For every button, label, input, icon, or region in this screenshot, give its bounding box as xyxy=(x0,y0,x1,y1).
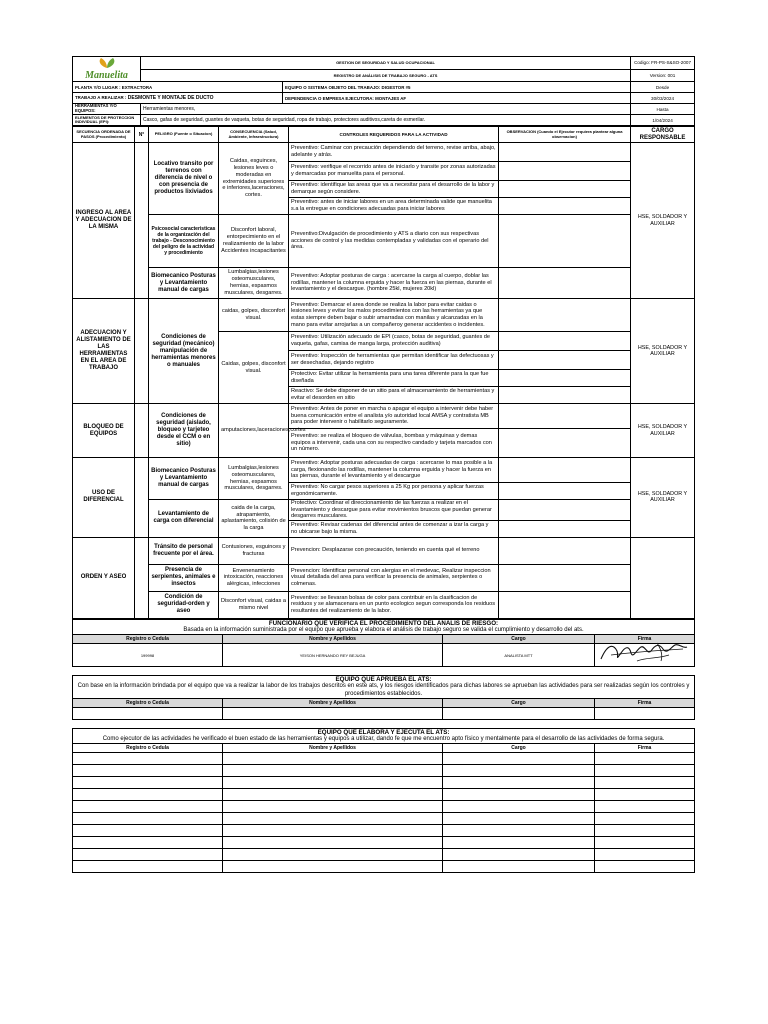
leaf-logo-icon xyxy=(96,57,118,69)
signature xyxy=(595,644,695,667)
verifica-cargo: ANALISTA MTT xyxy=(443,644,595,667)
elabora-col-registro: Registro o Cedula xyxy=(73,744,223,753)
responsible xyxy=(631,537,695,618)
hazard: Locativo transito por terrenos con diferencia de nivel o con presencia de productos lixiviados xyxy=(149,143,219,215)
control: Preventivo: se llevaran bolsas de color para contribuir en la clasificacion de residuos y se alamacenara en un punto ecologico segun corresponda los residuos resultantes del realizamiento de la labor. xyxy=(289,591,499,618)
col-peligro: PELIGRO (Fuente o Situacion) xyxy=(149,127,219,143)
hazard: Condición de seguridad-orden y aseo xyxy=(149,591,219,618)
trabajo-field: TRABAJO A REALIZAR : DESMONTE Y MONTAJE DE DUCTO xyxy=(73,93,283,104)
elabora-col-nombre: Nombre y Apellidos xyxy=(223,744,443,753)
herramientas-value: Herramientas menores, xyxy=(141,104,631,115)
desde-label: Desde xyxy=(631,82,695,93)
control: Preventivo: Adoptar posturas de carga : acercarse la carga al cuerpo, doblar las rodillas, mantener la columna erguida y hacer la fuerza en las piernas, durante el levantamiento y el descargue. (hombre 25kl, mujeres 20kl) xyxy=(289,268,499,299)
hazard: Levantamiento de carga con diferencial xyxy=(149,500,219,538)
table-row xyxy=(73,299,695,332)
control: Prevencion: Desplazarse con precaución, teniendo en cuenta qué el terreno xyxy=(289,537,499,564)
epi-label: ELEMENTOS DE PROTECCION INDIVIDUAL (EPI): xyxy=(73,115,141,126)
elabora-col-firma: Firma xyxy=(595,744,695,753)
aprueba-col-firma: Firma xyxy=(595,699,695,708)
verifica-col-firma: Firma xyxy=(595,635,695,644)
hazard: Biomecanico Posturas y Levantamiento manual de cargas xyxy=(149,458,219,500)
fecha-desde: 30/03/2024 xyxy=(631,93,695,104)
elabora-title: EQUIPO QUE ELABORA Y EJECUTA EL ATS: xyxy=(73,729,695,737)
column-headers xyxy=(73,127,695,143)
hazard: Biomecanico Posturas y Levantamiento manual de cargas xyxy=(149,268,219,299)
responsible: HSE, SOLDADOR Y AUXILIAR xyxy=(631,143,695,299)
table-row xyxy=(73,404,695,429)
col-cargo: CARGO RESPONSABLE xyxy=(631,127,695,143)
table-row xyxy=(73,564,695,591)
consequence: Disconfort visual, caidas a mismo nivel xyxy=(219,591,289,618)
aprueba-text: Con base en la información brindada por el equipo que va a realizar la labor de los trabajos descritos en este ats, y los riesgos identificados para dichas labores se aprueban las actividades para ser realizadas según los controles y procedimientos establecidos. xyxy=(73,683,695,698)
control: Preventivo: Demarcar el area donde se realiza la labor para evitar caidas o lesiones leves y evitar los malos procedimientos con las herramientas ya que estas siempre deben bajar o subir amarradas con manilas y alcanzadas en la mano para evitar arrojarlas a un compañeroy generar accidentes o incidentes. xyxy=(289,299,499,332)
activity-name: ADECUACION Y ALISTAMIENTO DE LAS HERRAMIENTAS EN EL AREA DE TRABAJO xyxy=(73,299,135,404)
responsible: HSE, SOLDADOR Y AUXILIAR xyxy=(631,299,695,404)
verifica-title: FUNCIONARIO QUE VERIFICA EL PROCEDIMIENTO DEL ANALIS DE RIESGO: xyxy=(73,619,695,627)
verifica-table xyxy=(72,619,695,667)
col-consecuencia: CONSECUENCIA (Salud, Ambiente, Infraestructura) xyxy=(219,127,289,143)
control: Preventivo:Divulgación de procedimiento y ATS a diario con sus respectivas acciones de control y las medidas contempladas y validadas con el operario del área. xyxy=(289,215,499,268)
doc-title-2: REGISTRO DE ANÁLISIS DE TRABAJO SEGURO - ATS xyxy=(141,69,631,82)
col-secuencia: SECUENCIA ORDENADA DE PASOS (Procedimiento) xyxy=(73,127,135,143)
table-row xyxy=(73,500,695,521)
consequence: caidas, golpes, disconfort visual. xyxy=(219,299,289,332)
aprueba-col-cargo: Cargo xyxy=(443,699,595,708)
consequence: Caidas, golpes, disconfort visual. xyxy=(219,332,289,404)
control: Preventivo: Antes de poner en marcha o apagar el equipo a intervenir debe haber buena comunicación entre el analista y/o autoridad local AMSA y contratista MB para poder intervenir o habilitarlo seguramente. xyxy=(289,404,499,429)
hasta-label: Hasta xyxy=(631,104,695,115)
control: Preventivo: Caminar con precaución dependiendo del terreno, revise arriba, abajo, adelante y atrás. xyxy=(289,143,499,162)
elabora-text: Como ejecutor de las actividades he verificado el buen estado de las herramientas y equipos a utilizar, dando fe que me encuentro apto físico y mentalmente para el desarrollo de las actividades de forma segura. xyxy=(73,736,695,744)
control: Prevencion: Identificar personal con alergias en el medevac, Realizar inspeccion visual detallada del area para verificar la presencia de animales, serpientes o colmenas. xyxy=(289,564,499,591)
logo xyxy=(73,57,141,82)
aprueba-table xyxy=(72,675,695,720)
verifica-registro: 199998 xyxy=(73,644,223,667)
hazard: Psicosocial caracteristicas de la organización del trabajo - Desconocimiento del peligro de la actividad y procedimiento xyxy=(149,215,219,268)
ats-document xyxy=(72,56,694,873)
consequence: Lumbalgias,lesiones osteomusculares, hernias, espasmos musculares, desgarres. xyxy=(219,268,289,299)
doc-code: Codigo: FR-PS-S&SO-2007 xyxy=(631,57,695,70)
consequence: Contusiones, esguinces y fracturas xyxy=(219,537,289,564)
hazard: Tránsito de personal frecuente por el área. xyxy=(149,537,219,564)
hazard: Presencia de serpientes, animales e insectos xyxy=(149,564,219,591)
doc-title-1: GESTION DE SEGURIDAD Y SALUD OCUPACIONAL xyxy=(141,57,631,70)
control: Preventivo: antes de iniciar labores en un area determinada valide que manuelita s.a la entregue en condiciones adecuadas para iniciar labores xyxy=(289,198,499,215)
consequence: Caidas, esguinces, lesiones leves o moderadas en extremidades superiores e inferiores,laceraciones, cortes. xyxy=(219,143,289,215)
doc-version: Version: 001 xyxy=(631,69,695,82)
control: Preventivo: Revisar cadenas del diferencial antes de comenzar a izar la carga y no ubicarse bajo la misma. xyxy=(289,520,499,537)
control: Protectivo: Coordinar el direccionamiento de las fuerzas a realizar en el levantamiento y descargue para evitar movimientos bruscos que puedan generar desgarres musculares. xyxy=(289,500,499,521)
col-numero: N° xyxy=(135,127,149,143)
elabora-table xyxy=(72,728,695,873)
signature-icon xyxy=(597,639,693,665)
control: Preventivo: se realiza el bloqueo de válvulas, bombas y máquinas y demas equipos a intervenir, cada una con su respectivo candado y tarjeta marcados con un número. xyxy=(289,429,499,458)
consequence: amputaciones,laceraciones,cortes xyxy=(219,404,289,458)
epi-value: Casco, gafas de seguridad, guantes de vaqueta, botas de seguridad, ropa de trabajo, protectores auditivos,careta de esmerilar. xyxy=(141,115,631,126)
planta-field: PLANTA Y/O LUGAR : EXTRACTORA xyxy=(73,82,283,93)
verifica-col-nombre: Nombre y Apellidos xyxy=(223,635,443,644)
responsible: HSE, SOLDADOR Y AUXILIAR xyxy=(631,404,695,458)
table-row xyxy=(73,458,695,483)
consequence: caida de la carga, atrapamiento, aplastamiento, colisión de la carga xyxy=(219,500,289,538)
hazard: Condiciones de seguridad (mecánico) manipulación de herramientas menores o manuales xyxy=(149,299,219,404)
aprueba-title: EQUIPO QUE APRUEBA EL ATS: xyxy=(73,676,695,684)
activity-name: INGRESO AL AREA Y ADECUACION DE LA MISMA xyxy=(73,143,135,299)
control: Preventivo: identifique las areas que va a necesitar para el desarrollo de la labor y demarque según considere. xyxy=(289,181,499,198)
control: Protectivo: Evitar utilizar la herramienta para una tarea diferente para la que fue diseñada xyxy=(289,370,499,387)
control: Reactivo: Se debe disponer de un sitio para el almacenamiento de herramientas y evitar el desorden en sitio xyxy=(289,387,499,404)
activity-name: BLOQUEO DE EQUIPOS xyxy=(73,404,135,458)
equipo-field: EQUIPO O SISTEMA OBJETO DEL TRABAJO: DIGESTOR #5 xyxy=(283,82,631,93)
table-row xyxy=(73,143,695,162)
control: Preventivo: Adoptar posturas adecuadas de carga : acercarse lo mas posible a la carga, flexionando las rodillas, mantener la columna erguida y hacer la fuerza en las piernas, durante el levantamiento y el descargue xyxy=(289,458,499,483)
verifica-col-registro: Registro o Cedula xyxy=(73,635,223,644)
control: Preventivo: verifique el recorrido antes de iniciarlo y transite por zonas autorizadas y demarcadas por manuelita para el personal. xyxy=(289,162,499,181)
table-row xyxy=(73,591,695,618)
aprueba-col-registro: Registro o Cedula xyxy=(73,699,223,708)
hazard: Condiciones de seguridad (aislado, bloqueo y tarjeteo desde el CCM o en sitio) xyxy=(149,404,219,458)
consequence: Envenenamiento intoxicación, reacciones alérgicas, infecciones xyxy=(219,564,289,591)
control: Preventivo: No cargar pesos superiores a 25 Kg por persona y aplicar fuerzas ergonómicamente. xyxy=(289,483,499,500)
table-row xyxy=(73,268,695,299)
table-row xyxy=(73,215,695,268)
control: Preventivo: Inspección de herramientas que permitan identificar las defectuosas y ser desechadas, dejando registro xyxy=(289,351,499,370)
table-row xyxy=(73,537,695,564)
consequence: Disconfort laboral, entorpecimiento en el realizamiento de la labor Accidentes incapacitantes xyxy=(219,215,289,268)
consequence: Lumbalgias,lesiones osteomusculares, hernias, espasmos musculares, desgarres. xyxy=(219,458,289,500)
header-table xyxy=(72,56,695,126)
logo-text: Manuelita xyxy=(85,70,128,81)
aprueba-col-nombre: Nombre y Apellidos xyxy=(223,699,443,708)
verifica-col-cargo: Cargo xyxy=(443,635,595,644)
herramientas-label: HERRAMIENTAS Y/O EQUIPOS: xyxy=(73,104,141,115)
activity-name: ORDEN Y ASEO xyxy=(73,537,135,618)
col-observacion: OBSERVACION (Cuando el Ejecutor requiera plantear alguna observacion) xyxy=(499,127,631,143)
elabora-col-cargo: Cargo xyxy=(443,744,595,753)
col-controles: CONTROLES REQUERIDOS PARA LA ACTIVIDAD xyxy=(289,127,499,143)
control: Preventivo: Utilización adecuado de EPI (casco, botas de seguridad, guantes de vaqueta, gafas, camisa de manga larga, protección auditiva) xyxy=(289,332,499,351)
dependencia-field: DEPENDENCIA O EMPRESA EJECUTORA: MONTAJES AF xyxy=(283,93,631,104)
verifica-text: Basada en la información suministrada por el equipo que aprueba y elabora el análisis de trabajo seguro se valida el cumplimiento y desarrollo del ats. xyxy=(73,627,695,635)
verifica-nombre: YEISON HERNANDO REY BEJUGA xyxy=(223,644,443,667)
responsible: HSE, SOLDADOR Y AUXILIAR xyxy=(631,458,695,538)
risk-table xyxy=(72,126,695,619)
activity-name: USO DE DIFERENCIAL xyxy=(73,458,135,538)
fecha-hasta: 1/04/2024 xyxy=(631,115,695,126)
